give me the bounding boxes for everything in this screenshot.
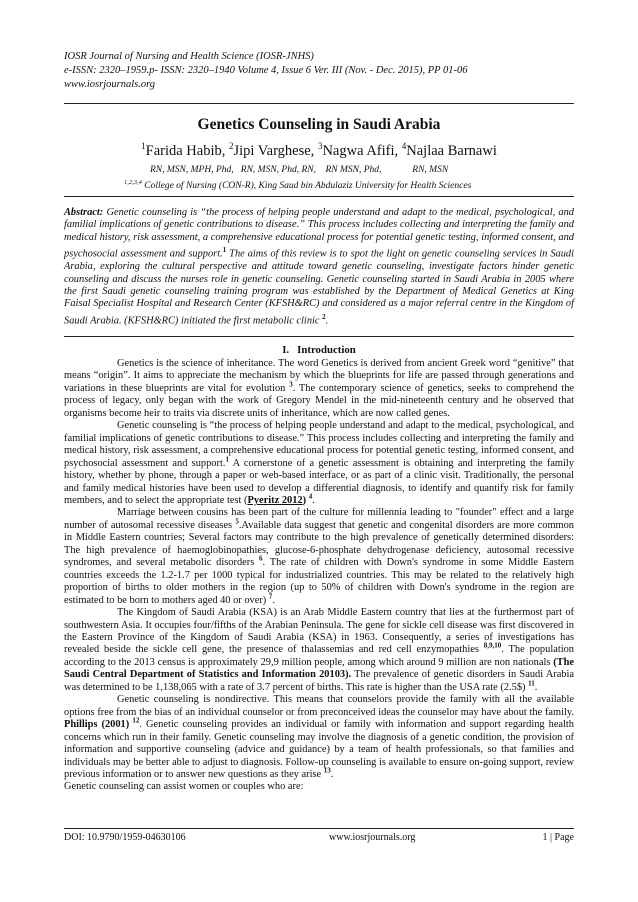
text-run: A cornerstone of a genetic assessment is obtaining and interpreting the family history, whether by phone, through a paper or web-based interface, or as part of a clinic visit. Traditionally, the personal and family medical histories have been used to develop a differential diagnosis, to identify and quantify risk for family members, and to select the appropriate test ( xyxy=(64,457,574,506)
text-run: . The rate of children with Down's syndrome in some Middle Eastern countries exceeds the 1.2-1.7 per 1000 typical for industrialized countries. This may be related to the relatively high proportion of births to older mothers in the region (up to 50% of children with Down's syndrome in the region are estimated to be born to mothers aged 40 or over) xyxy=(64,557,574,606)
footer-rule xyxy=(64,828,574,829)
citation-ref: 3 xyxy=(289,380,293,389)
citation-ref: 1 xyxy=(222,246,227,255)
paragraph xyxy=(64,358,574,420)
author-name: Nagwa Afifi, xyxy=(322,142,402,159)
paragraph xyxy=(64,507,574,607)
footer-doi: DOI: 10.9790/1959-04630106 xyxy=(64,832,186,843)
author-sup: 2 xyxy=(228,141,234,151)
body-text xyxy=(64,358,574,794)
text-run: . xyxy=(330,768,334,780)
section-number: I. xyxy=(282,344,290,356)
journal-site[interactable]: www.iosrjournals.org xyxy=(64,78,156,90)
text-run: . xyxy=(534,681,538,693)
journal-name: IOSR Journal of Nursing and Health Science (IOSR-JNHS) xyxy=(64,51,314,62)
citation-ref: 6 xyxy=(259,554,263,563)
paragraph xyxy=(64,420,574,507)
citation-ref: 5 xyxy=(235,517,239,526)
paper-title: Genetics Counseling in Saudi Arabia xyxy=(197,116,441,133)
citation-ref: 8,9,10 xyxy=(483,641,502,650)
text-run: Marriage between cousins has been part of the culture for millennia leading to "founder" effect and a large number of autosomal recessive diseases xyxy=(64,507,574,531)
text-run: The prevalence of genetic disorders in Saudi Arabia was determined to be 1,138,065 with a rate of 3.7 percent of births. This rate is higher than the USA rate (2.5$) xyxy=(64,669,574,693)
citation-ref: 13 xyxy=(323,766,331,775)
text-run: .Available data suggest that genetic and congenital disorders are more common in Middle Eastern countries; Several factors may contribute to the high prevalence of genetically determined disorders: The high prevalence of haemoglobinopathies, glucose-6-phosphate dehydrogenase deficiency, autosomal recessive syndromes, and several metabolic disorders xyxy=(64,519,574,569)
paragraph: Genetic counseling can assist women or couples who are: xyxy=(64,781,304,793)
text-run: Genetic counseling is nondirective. This means that counselors provide the family with all the available options free from the bias of an individual counselor or from preconceived ideas the counselor may have about the family. xyxy=(64,694,574,718)
citation-ref: 2 xyxy=(322,312,326,321)
paragraph xyxy=(64,694,574,781)
text-run: . The contemporary science of genetics, seeks to comprehend the process of legacy, only began with the work of Gregory Mendel in the mid-nineteenth century and he observed that organisms become heir to traits via discrete units of inheritance, which are now called genes. xyxy=(64,382,574,419)
author-name: Najlaa Barnawi xyxy=(406,142,497,159)
citation-link[interactable]: Pyeritz 2012 xyxy=(247,494,303,506)
text-run: ) xyxy=(302,494,309,506)
text-run: Genetic counseling is “the process of helping people understand and adapt to the medical, psychological, and familial implications of genetic contributions to disease.” This process includes collecting and interpreting the family and medical history, risk assessment, a comprehensive educational process for potential genetic testing, informed consent, and psychosocial assessment and support. xyxy=(64,420,574,469)
paragraph xyxy=(64,607,574,694)
author-name: Jipi Varghese, xyxy=(233,142,318,159)
footer-site[interactable]: www.iosrjournals.org xyxy=(329,832,416,843)
journal-issn: e-ISSN: 2320–1959.p- ISSN: 2320–1940 Volume 4, Issue 6 Ver. III (Nov. - Dec. 2015), PP 01-06 xyxy=(64,64,468,76)
author-credentials: RN, MSN, MPH, Phd, RN, MSN, Phd, RN, RN MSN, Phd, RN, MSN xyxy=(150,165,449,175)
abstract-rule-top xyxy=(64,196,574,197)
citation-ref: 1 xyxy=(225,455,229,464)
text-run: Genetics is the science of inheritance. The word Genetics is derived from ancient Greek word “genitive” that means “origin”. It aims to appreciate the mechanism by which the blueprints for life are passed through generations and variations in these blueprints are vital for evolution xyxy=(64,358,574,394)
abstract-text: The aims of this review is to spot the light on genetic counseling services in Saudi Arabia, exploring the cultural perspective and attitude toward genetic counseling, investigate factors hinder genetic counseling and discuss the nurses role in genetic counseling. Genetic counseling started in Saudi Arabia in 2005 where the first Saudi genetic counseling training program was established by the Department of Medical Genetics at King Faisal Specialist Hospital and Research Center (KFSH&RC) and considered as a major referral centre in the Kingdom of Saudi Arabia. (KFSH&RC) initiated the first metabolic clinic xyxy=(64,248,574,327)
header-rule xyxy=(64,103,574,104)
abstract xyxy=(64,207,574,328)
author-list xyxy=(64,141,574,160)
abstract-rule-bottom xyxy=(64,336,574,337)
text-run: . xyxy=(272,594,275,606)
citation-ref: 12 xyxy=(129,716,140,725)
author-sup: 3 xyxy=(317,141,323,151)
affiliation-text: College of Nursing (CON-R), King Saud bin Abdulaziz University for Health Sciences xyxy=(141,181,472,192)
text-run: . Genetic counseling provides an individual or family with information and support regarding health concerns which run in their family. Genetic counseling may involve the diagnosis of a genetic condition, the provision of information and supportive counseling (advice and guidance) by a team of health professionals, so that families and individuals may be better able to adjust to diagnosis. Follow-up counseling is available to ensure on-going support, review previous information or to answer new questions as they arise xyxy=(64,719,575,780)
footer-page-number: 1 | Page xyxy=(542,832,574,843)
citation-bold: Phillips (2001) xyxy=(64,719,130,731)
citation-ref: 11 xyxy=(528,679,535,688)
author-sup: 1 xyxy=(141,141,146,151)
citation-ref: 7 xyxy=(268,592,273,601)
affiliation-sup: 1,2,3,4 xyxy=(124,179,142,186)
citation-ref: 4 xyxy=(308,492,313,501)
journal-header xyxy=(64,50,584,91)
abstract-text: Genetic counseling is “the process of helping people understand and adapt to the medical, psychological, and familial implications of genetic contributions to disease.” This process includes collecting and interpreting the family and medical history, risk assessment, a comprehensive educational process for potential genetic testing, informed consent, and psychosocial assessment and support. xyxy=(64,207,574,260)
citation-bold: (The Saudi Central Department of Statistics and Information 20103). xyxy=(64,656,574,681)
author-name: Farida Habib, xyxy=(145,142,229,159)
abstract-label: Abstract: xyxy=(64,207,104,218)
text-run: The Kingdom of Saudi Arabia (KSA) is an Arab Middle Eastern country that lies at the furthermost part of southwestern Asia. It occupies four/fifths of the Arabian Peninsula. The gene for sickle cell disease was first discovered in the Eastern Province of the Kingdom of Saudi Arabia (KSA) in 1963. Consequently, a series of investigations has revealed beside the sickle cell gene, the presence of thalassemias and red cell enzymopathies xyxy=(64,607,574,656)
section-heading xyxy=(64,344,574,356)
text-run: . xyxy=(312,494,315,506)
abstract-text: . xyxy=(325,315,329,327)
author-sup: 4 xyxy=(401,141,407,151)
author-affiliation xyxy=(124,179,471,191)
section-title: Introduction xyxy=(297,344,356,356)
text-run: . The population according to the 2013 census is approximately 29,9 million people, among which around 9 million are non nationals xyxy=(64,644,574,668)
